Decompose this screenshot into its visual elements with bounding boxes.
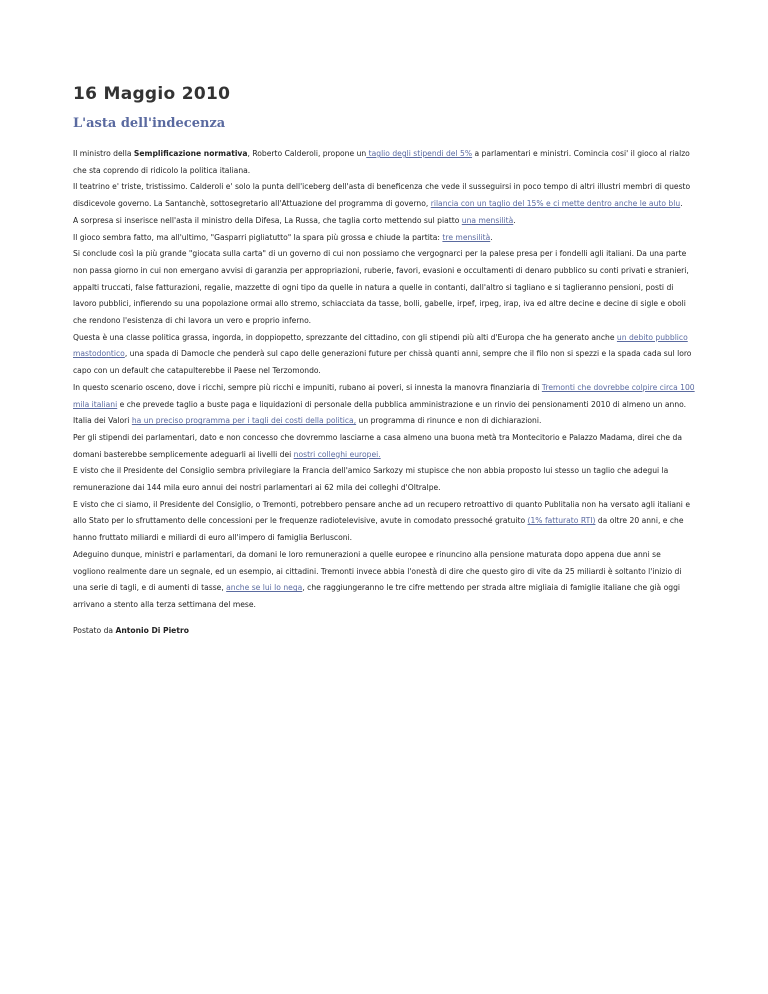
post-date: 16 Maggio 2010: [73, 84, 231, 104]
text: .: [680, 199, 683, 209]
text: Questa è una classe politica grassa, ingorda, in doppiopetto, sprezzante del cittadino, con gli stipendi più alti d'Europa che ha generato anche: [73, 332, 617, 342]
link-rilancia-15[interactable]: rilancia con un taglio del 15% e ci mette dentro anche le auto blu: [430, 199, 681, 209]
link-tre-mensilita[interactable]: tre mensilità: [442, 232, 491, 242]
paragraph-11: [73, 497, 695, 547]
link-taglio-stipendi[interactable]: taglio degli stipendi del 5%: [366, 149, 473, 158]
text: .: [490, 232, 493, 242]
paragraph-1: [73, 146, 695, 179]
posted-by-label: Postato da: [73, 625, 116, 635]
blog-post: [73, 84, 695, 639]
paragraph-7: [73, 380, 695, 413]
paragraph-4: [73, 230, 695, 247]
paragraph-3: [73, 213, 695, 230]
link-tremonti-manovra[interactable]: Tremonti che dovrebbe colpire circa 100 mila italiani: [73, 382, 695, 409]
post-footer: [73, 623, 695, 639]
link-colleghi-europei[interactable]: nostri colleghi europei.: [293, 449, 381, 459]
text: , che raggiungeranno le tre cifre mettendo per strada altre migliaia di famiglie italiane che già oggi arrivano a stento alla terza settimana del mese.: [73, 583, 681, 609]
text: Adeguino dunque, ministri e parlamentari, da domani le loro remunerazioni a quelle europee e rinuncino alla pensione maturata dopo appena due anni se vogliono realmente dare un segnale, ed un esempio, ai cittadini. Tremonti invece abbia l'onestà di dire che questo giro di vite da 25 miliardi è soltanto l'inizio di una serie di tagli, e di aumenti di tasse,: [73, 549, 682, 593]
paragraph-8: [73, 413, 695, 430]
text: Italia dei Valori: [73, 416, 132, 426]
text: .: [513, 215, 516, 225]
text: E visto che ci siamo, il Presidente del Consiglio, o Tremonti, potrebbero pensare anche ad un recupero retroattivo di quanto Publitalia non ha versato agli italiani e allo Stato per lo sfruttamento delle concessioni per le frequenze radiotelevisive, avute in comodato pressoché gratuito: [73, 499, 690, 526]
text: Il ministro della: [73, 149, 134, 158]
paragraph-2: [73, 179, 695, 212]
paragraph-6: [73, 330, 695, 380]
link-fatturato-rti[interactable]: (1% fatturato RTI): [527, 516, 596, 526]
post-author: Antonio Di Pietro: [115, 625, 189, 635]
link-debito-pubblico[interactable]: un debito pubblico mastodontico: [73, 332, 688, 359]
paragraph-9: [73, 430, 695, 463]
text: Per gli stipendi dei parlamentari, dato e non concesso che dovremmo lasciarne a casa almeno una buona metà tra Montecitorio e Palazzo Madama, direi che da domani basterebbe semplicemente adeguarli ai livelli dei: [73, 432, 682, 459]
text: In questo scenario osceno, dove i ricchi, sempre più ricchi e impuniti, rubano ai poveri, si innesta la manovra finanziaria di: [73, 382, 542, 392]
text: da oltre 20 anni, e che hanno fruttato miliardi e miliardi di euro all'impero di famiglia Berlusconi.: [73, 516, 684, 543]
post-body: [73, 146, 695, 614]
text: , una spada di Damocle che penderà sul capo delle generazioni future per chissà quanti anni, sempre che il filo non si spezzi e la spada cada sul loro capo con un default che catapulterebbe il Paese nel Terzomondo.: [73, 349, 692, 376]
text: un programma di rinunce e non di dichiarazioni.: [356, 416, 542, 426]
text: Il gioco sembra fatto, ma all'ultimo, "Gasparri pigliatutto" la spara più grossa e chiude la partita:: [73, 232, 443, 242]
paragraph-12: [73, 547, 695, 614]
text: e che prevede taglio a buste paga e liquidazioni di personale della pubblica amministrazione e un rinvio dei pensionamenti 2010 di almeno un anno.: [117, 399, 687, 409]
post-title: L'asta dell'indecenza: [73, 116, 226, 131]
link-lui-lo-nega[interactable]: anche se lui lo nega: [226, 583, 303, 593]
link-una-mensilita[interactable]: una mensilità: [461, 215, 514, 225]
paragraph-10: E visto che il Presidente del Consiglio sembra privilegiare la Francia dell'amico Sarkozy mi stupisce che non abbia proposto lui stesso un taglio che adegui la remunerazione dai 144 mila euro annui dei nostri parlamentari ai 62 mila dei colleghi d'Oltralpe.: [73, 466, 669, 493]
text: Il teatrino e' triste, tristissimo. Calderoli e' solo la punta dell'iceberg dell'asta di beneficenza che vede il susseguirsi in poco tempo di altri illustri membri di questo disdicevole governo. La Santanchè, sottosegretario all'Attuazione del programma di governo,: [73, 182, 691, 209]
bold-text: Semplificazione normativa: [133, 149, 248, 158]
paragraph-5: Si conclude così la più grande "giocata sulla carta" di un governo di cui non possiamo che vergognarci per la palese presa per i fondelli agli italiani. Da una parte non passa giorno in cui non emergano avvisi di garanzia per appropriazioni, ruberie, favori, evasioni e occultamenti di denaro pubblico su conti privati e stranieri, appalti truccati, false fatturazioni, regalie, mazzette di ogni tipo da quelle in natura a quelle in contanti, dall'altro si tagliano e si taglieranno pensioni, posti di lavoro pubblici, infierendo su una popolazione ormai allo stremo, schiacciata da tasse, bolli, gabelle, irpef, irpeg, irap, iva ed altre decine e decine di sigle e oboli che rendono l'esistenza di chi lavora un vero e proprio inferno.: [73, 249, 689, 326]
link-programma-tagli[interactable]: ha un preciso programma per i tagli dei costi della politica,: [131, 416, 357, 426]
text: A sorpresa si inserisce nell'asta il ministro della Difesa, La Russa, che taglia corto mettendo sul piatto: [73, 215, 462, 225]
text: , Roberto Calderoli, propone un: [247, 149, 367, 158]
text: a parlamentari e ministri. Comincia cosi' il gioco al rialzo che sta coprendo di ridicolo la politica italiana.: [73, 149, 690, 175]
